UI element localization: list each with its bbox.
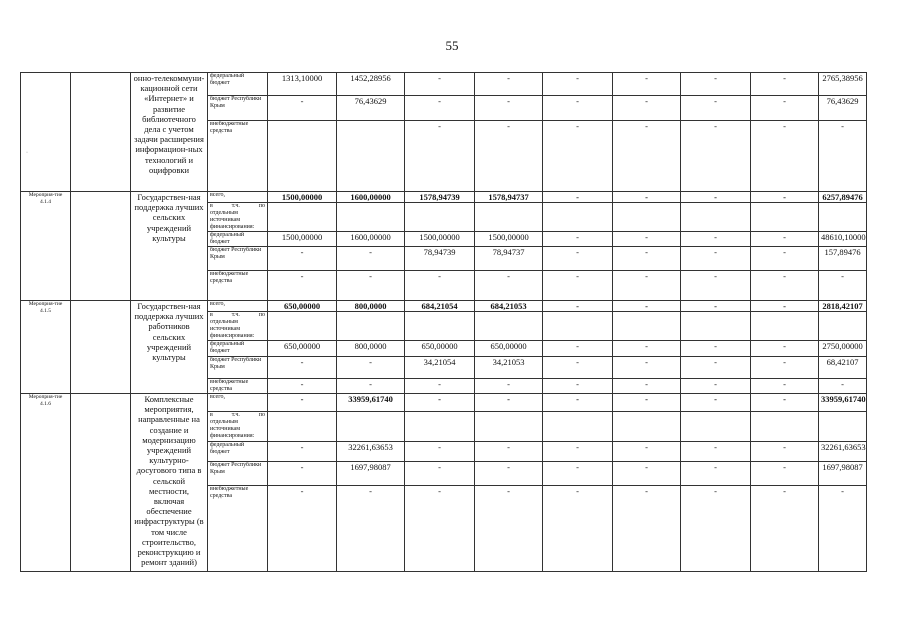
value-cell: - (405, 442, 475, 462)
source-label-line: отдельным источникам финансирования: (210, 319, 255, 339)
budget-table (20, 72, 867, 572)
value-cell: - (681, 486, 751, 572)
source-label: федеральный бюджет (208, 73, 268, 96)
value-cell: 650,00000 (268, 301, 337, 312)
value-cell (613, 203, 681, 232)
value-cell: 48610,10000 (819, 232, 867, 247)
value-cell: - (268, 357, 337, 379)
value-cell: 650,00000 (405, 341, 475, 357)
value-cell: - (543, 192, 613, 203)
value-cell: - (268, 379, 337, 394)
table-row (21, 73, 867, 96)
value-cell (337, 312, 405, 341)
value-cell: - (613, 442, 681, 462)
value-cell: - (475, 394, 543, 412)
value-cell: - (268, 271, 337, 301)
value-cell: - (475, 462, 543, 486)
measure-name: Государствен-ная поддержка лучших сельских учреждений культуры (131, 192, 208, 301)
value-cell: - (751, 271, 819, 301)
value-cell: - (613, 192, 681, 203)
value-cell (819, 412, 867, 442)
measure-cell: Мероприя-тие 4.1.5 (21, 301, 71, 394)
value-cell: - (543, 442, 613, 462)
table-row (21, 192, 867, 203)
value-cell (613, 312, 681, 341)
value-cell: - (681, 73, 751, 96)
empty-cell (71, 192, 131, 301)
value-cell: - (543, 486, 613, 572)
value-cell (613, 412, 681, 442)
value-cell: - (681, 96, 751, 121)
value-cell: - (337, 271, 405, 301)
value-cell: - (405, 486, 475, 572)
value-cell: - (405, 73, 475, 96)
value-cell: - (751, 247, 819, 271)
measure-cell: Мероприя-тие 4.1.6 (21, 394, 71, 572)
value-cell: - (268, 394, 337, 412)
value-cell (268, 121, 337, 192)
value-cell: 76,43629 (337, 96, 405, 121)
value-cell: - (681, 341, 751, 357)
empty-cell (71, 73, 131, 192)
value-cell (681, 312, 751, 341)
value-cell (475, 312, 543, 341)
value-cell: - (751, 341, 819, 357)
value-cell: 32261,63653 (819, 442, 867, 462)
value-cell: - (268, 486, 337, 572)
value-cell: - (681, 271, 751, 301)
value-cell: - (613, 357, 681, 379)
source-label: всего, (208, 394, 268, 412)
stray-mark: · (26, 150, 28, 156)
value-cell: 684,21054 (405, 301, 475, 312)
value-cell (751, 203, 819, 232)
value-cell: - (613, 462, 681, 486)
value-cell: - (543, 394, 613, 412)
value-cell (475, 412, 543, 442)
value-cell: 1697,98087 (819, 462, 867, 486)
value-cell: - (405, 394, 475, 412)
measure-name: Государствен-ная поддержка лучших работников сельских учреждений культуры (131, 301, 208, 394)
value-cell: 34,21053 (475, 357, 543, 379)
value-cell: - (613, 96, 681, 121)
value-cell: - (475, 121, 543, 192)
value-cell: - (613, 247, 681, 271)
value-cell: - (681, 192, 751, 203)
value-cell: - (751, 192, 819, 203)
source-label-line: в т.ч. по (210, 203, 265, 209)
value-cell: 78,94739 (405, 247, 475, 271)
table-body (21, 73, 867, 572)
value-cell: - (613, 379, 681, 394)
value-cell: - (475, 442, 543, 462)
value-cell: 33959,61740 (819, 394, 867, 412)
value-cell: 650,00000 (268, 341, 337, 357)
source-label: внебюджетные средства (208, 379, 268, 394)
value-cell (751, 412, 819, 442)
value-cell: - (405, 462, 475, 486)
source-label: бюджет Республики Крым (208, 462, 268, 486)
value-cell: - (613, 341, 681, 357)
value-cell: - (475, 271, 543, 301)
measure-name: онно-телекоммуни-кационной сети «Интернет» и развитие библиотечного дела с учетом задачи расширения информацион-ных технологий и оцифровки (131, 73, 208, 192)
value-cell: - (681, 301, 751, 312)
value-cell: - (751, 301, 819, 312)
value-cell (819, 203, 867, 232)
source-label (208, 203, 268, 232)
value-cell: - (613, 301, 681, 312)
value-cell (405, 312, 475, 341)
value-cell: - (681, 247, 751, 271)
value-cell: - (751, 394, 819, 412)
value-cell: 33959,61740 (337, 394, 405, 412)
value-cell: 1500,00000 (405, 232, 475, 247)
empty-cell (71, 394, 131, 572)
value-cell: - (681, 121, 751, 192)
value-cell: 1500,00000 (268, 192, 337, 203)
source-label: федеральный бюджет (208, 341, 268, 357)
source-label: внебюджетные средства (208, 486, 268, 572)
source-label: бюджет Республики Крым (208, 357, 268, 379)
value-cell: - (543, 357, 613, 379)
source-label (208, 312, 268, 341)
source-label: всего, (208, 301, 268, 312)
value-cell: 76,43629 (819, 96, 867, 121)
source-label: внебюджетные средства (208, 121, 268, 192)
value-cell: - (268, 442, 337, 462)
value-cell: 1452,28956 (337, 73, 405, 96)
value-cell: - (751, 73, 819, 96)
value-cell: - (543, 121, 613, 192)
value-cell (751, 312, 819, 341)
source-label: федеральный бюджет (208, 442, 268, 462)
source-label: внебюджетные средства (208, 271, 268, 301)
value-cell: - (543, 247, 613, 271)
source-label-line: в т.ч. по (210, 312, 265, 318)
source-label-line: отдельным источникам финансирования: (210, 419, 255, 439)
source-label: федеральный бюджет (208, 232, 268, 247)
page-number: 55 (445, 38, 459, 53)
value-cell: 2765,38956 (819, 73, 867, 96)
table-row (21, 394, 867, 412)
value-cell: - (751, 96, 819, 121)
value-cell: 2750,00000 (819, 341, 867, 357)
source-label: всего, (208, 192, 268, 203)
value-cell: 800,0000 (337, 301, 405, 312)
value-cell: - (613, 73, 681, 96)
value-cell: - (819, 379, 867, 394)
table-row (21, 301, 867, 312)
value-cell: 6257,89476 (819, 192, 867, 203)
value-cell: - (613, 271, 681, 301)
value-cell: - (681, 394, 751, 412)
value-cell: - (337, 357, 405, 379)
value-cell: - (613, 486, 681, 572)
value-cell: - (405, 271, 475, 301)
value-cell: - (543, 379, 613, 394)
value-cell: - (405, 96, 475, 121)
value-cell: - (543, 301, 613, 312)
source-label-line: в т.ч. по (210, 412, 265, 418)
value-cell (268, 203, 337, 232)
value-cell: 650,00000 (475, 341, 543, 357)
value-cell: 1600,00000 (337, 192, 405, 203)
source-label-line: отдельным источникам финансирования: (210, 210, 255, 230)
value-cell: - (268, 247, 337, 271)
value-cell: - (475, 486, 543, 572)
value-cell: - (819, 121, 867, 192)
value-cell (543, 203, 613, 232)
value-cell: - (543, 341, 613, 357)
value-cell: - (475, 73, 543, 96)
value-cell: - (543, 96, 613, 121)
measure-cell (21, 73, 71, 192)
value-cell: - (405, 121, 475, 192)
measure-name: Комплексные мероприятия, направленные на создание и модернизацию учреждений культурно-досугового типа в сельской местности, включая обеспечение инфраструктуры (в том числе строительство, реконструкцию и ремонт зданий) (131, 394, 208, 572)
value-cell: - (613, 394, 681, 412)
value-cell: - (819, 271, 867, 301)
value-cell: - (681, 232, 751, 247)
value-cell (337, 412, 405, 442)
value-cell: - (475, 96, 543, 121)
value-cell (268, 412, 337, 442)
value-cell: - (681, 462, 751, 486)
value-cell: - (681, 379, 751, 394)
value-cell (405, 412, 475, 442)
value-cell: - (613, 232, 681, 247)
value-cell: - (543, 73, 613, 96)
value-cell: 32261,63653 (337, 442, 405, 462)
value-cell: - (543, 462, 613, 486)
value-cell (405, 203, 475, 232)
value-cell: - (751, 486, 819, 572)
value-cell (268, 312, 337, 341)
value-cell: 2818,42107 (819, 301, 867, 312)
value-cell (543, 312, 613, 341)
value-cell: - (751, 379, 819, 394)
value-cell: - (751, 442, 819, 462)
value-cell: - (681, 357, 751, 379)
value-cell (681, 203, 751, 232)
value-cell: 1500,00000 (475, 232, 543, 247)
source-label: бюджет Республики Крым (208, 247, 268, 271)
measure-cell: Мероприя-тие 4.1.4 (21, 192, 71, 301)
value-cell: 1578,94737 (475, 192, 543, 203)
source-label (208, 412, 268, 442)
value-cell: 1697,98087 (337, 462, 405, 486)
value-cell: - (475, 379, 543, 394)
value-cell: - (751, 121, 819, 192)
value-cell: - (543, 232, 613, 247)
value-cell (543, 412, 613, 442)
value-cell: 684,21053 (475, 301, 543, 312)
empty-cell (71, 301, 131, 394)
value-cell: - (613, 121, 681, 192)
value-cell: - (681, 442, 751, 462)
value-cell: 1600,00000 (337, 232, 405, 247)
value-cell: - (751, 357, 819, 379)
value-cell (681, 412, 751, 442)
value-cell: - (268, 462, 337, 486)
value-cell: - (337, 247, 405, 271)
value-cell: - (405, 379, 475, 394)
value-cell: 157,89476 (819, 247, 867, 271)
value-cell (475, 203, 543, 232)
value-cell: - (337, 379, 405, 394)
value-cell: 78,94737 (475, 247, 543, 271)
value-cell: 1500,00000 (268, 232, 337, 247)
value-cell: - (543, 271, 613, 301)
value-cell (819, 312, 867, 341)
value-cell: 1578,94739 (405, 192, 475, 203)
value-cell: - (819, 486, 867, 572)
value-cell: 68,42107 (819, 357, 867, 379)
value-cell: - (751, 462, 819, 486)
value-cell: 1313,10000 (268, 73, 337, 96)
value-cell (337, 203, 405, 232)
source-label: бюджет Республики Крым (208, 96, 268, 121)
value-cell: - (268, 96, 337, 121)
value-cell (337, 121, 405, 192)
value-cell: - (751, 232, 819, 247)
value-cell: 34,21054 (405, 357, 475, 379)
value-cell: 800,0000 (337, 341, 405, 357)
value-cell: - (337, 486, 405, 572)
